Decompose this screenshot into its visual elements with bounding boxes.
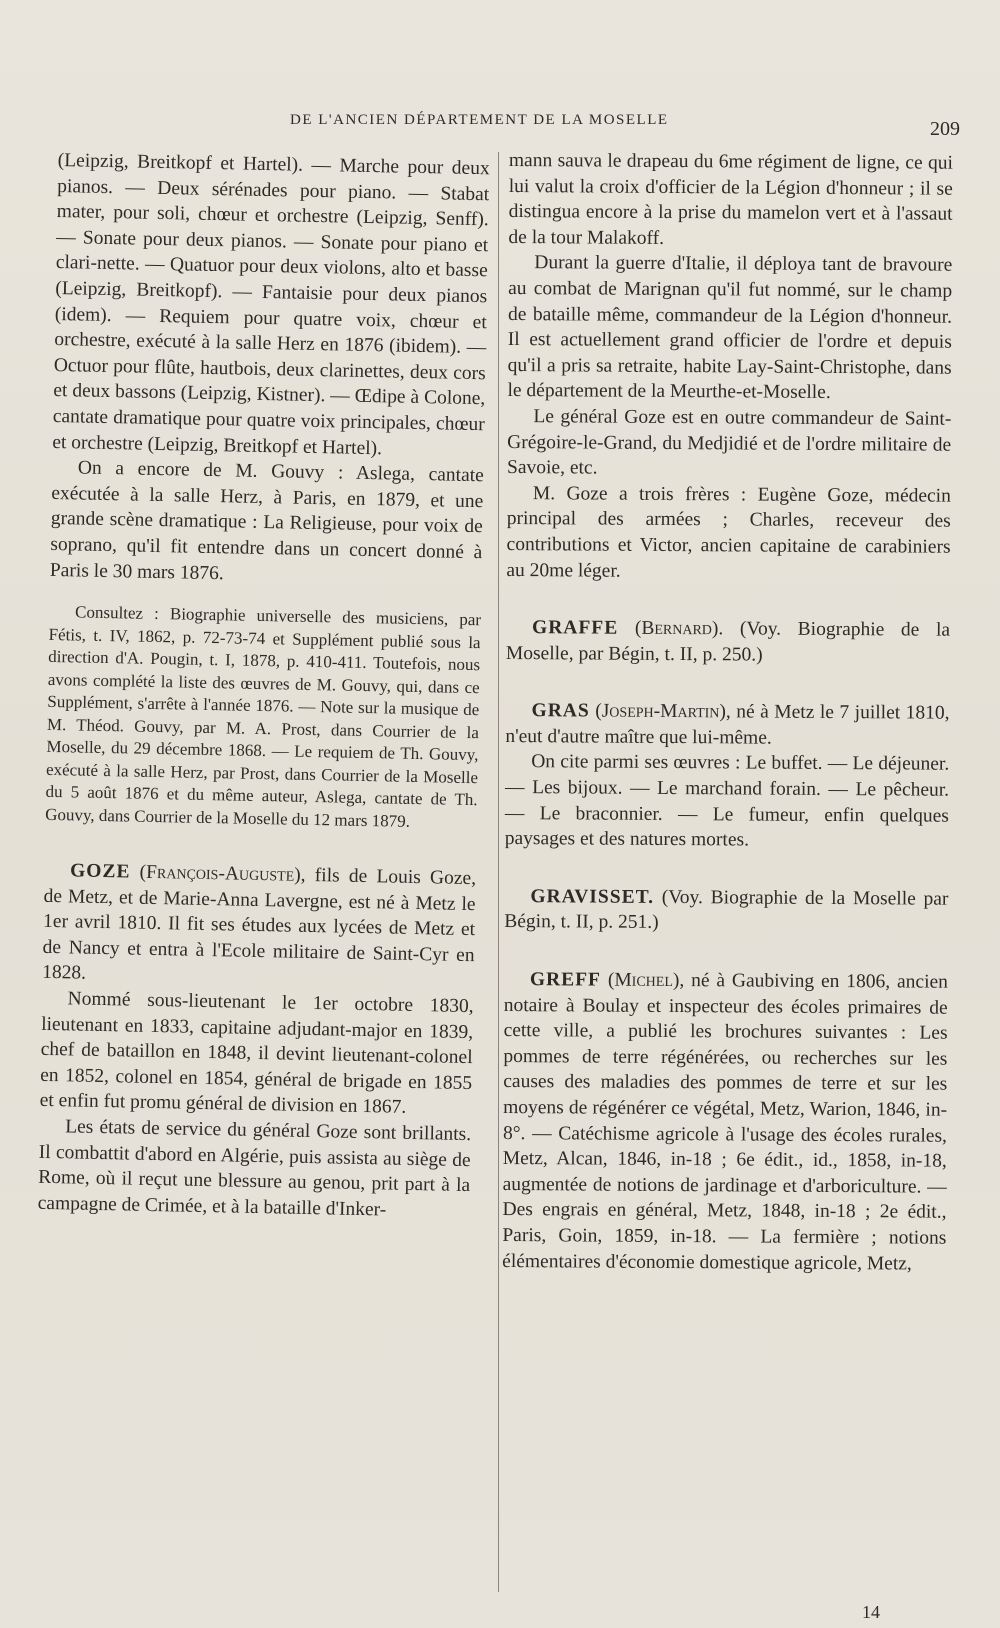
greff-entry: [502, 967, 948, 1277]
goze-honours-paragraph: Le général Goze est en outre commandeur de Saint-Grégoire-le-Grand, du Medjidié et de l'ordre militaire de Savoie, etc.: [506, 406, 952, 479]
gravisset-headword: GRAVISSET.: [530, 885, 655, 908]
goze-career-paragraph: Nommé sous-lieutenant le 1er octobre 1830, lieutenant en 1833, capitaine adjudant-major en 1839, chef de bataillon en 1848, il devint lieutenant-colonel en 1852, colonel en 1854, général de brigade en 1855 et enfin fut promu général de division en 1867.: [39, 988, 474, 1119]
gouvy-works-paragraph: (Leipzig, Breitkopf et Hartel). — Marche pour deux pianos. — Deux sérénades pour piano. — Stabat mater, pour soli, chœur et orchestre (Leipzig, Senff). — Sonate pour deux pianos. — Sonate pour piano et clari-nette. — Quatuor pour deux violons, alto et basse (Leipzig, Breitkopf). — Fantaisie pour deux pianos (idem). — Requiem pour quatre voix, chœur et orchestre, exécuté à la salle Herz en 1876 (ibidem). — Octuor pour flûte, hautbois, deux clarinettes, deux cors et deux bassons (Leipzig, Kistner). — Œdipe à Colone, cantate dramatique pour quatre voix principales, chœur et orchestre (Leipzig, Breitkopf et Hartel).: [52, 149, 490, 459]
folio-signature: 14: [862, 1602, 880, 1622]
gouvy-references-note: Consultez : Biographie universelle des musiciens, par Fétis, t. IV, 1862, p. 72-73-74 et Supplément publié sous la direction d'A. Pougin, t. I, 1878, p. 410-411. Toutefois, nous avons complété la liste des œuvres de M. Gouvy, qui, dans ce Supplément, s'arrête à l'année 1876. — Note sur la musique de M. Théod. Gouvy, par M. A. Prost, dans Courrier de la Moselle, du 29 décembre 1868. — Le requiem de Th. Gouvy, exécuté à la salle Herz, par Prost, dans Courrier de la Moselle du 5 août 1876 et du même auteur, Aslega, cantate de Th. Gouvy, dans Courrier de la Moselle du 12 mars 1879.: [45, 602, 482, 831]
gras-works-paragraph: On cite parmi ses œuvres : Le buffet. — Le déjeuner. — Les bijoux. — Le marchand forain. — Le pêcheur. — Le braconnier. — Le fumeur, enfin quelques paysages et des natures mortes.: [504, 751, 950, 851]
graffe-text: . (Voy. Biographie de la Moselle, par Bégin, t. II, p. 250.): [505, 618, 951, 666]
goze-entry: [42, 858, 476, 994]
page-number: 209: [930, 118, 960, 140]
graffe-headword: GRAFFE: [532, 617, 619, 639]
gras-intro: , né à Metz le 7 juillet 1810, n'eut d'autre maître que lui-même.: [505, 701, 950, 749]
gras-entry: [505, 698, 949, 752]
gravisset-text: (Voy. Biographie de la Moselle par Bégin, t. II, p. 251.): [504, 886, 949, 934]
gras-headword: GRAS: [531, 700, 590, 722]
gravisset-entry: [504, 884, 948, 938]
greff-forenames: (Michel): [607, 969, 680, 992]
goze-forenames: (François-Auguste): [139, 861, 301, 886]
goze-service-paragraph: Les états de service du général Goze sont brillants. Il combattit d'abord en Algérie, puis assista au siège de Rome, où il reçut une blessure au genou, prit part à la campagne de Crimée, et à la bataille d'Inker-: [37, 1116, 472, 1221]
goze-intro: , fils de Louis Goze, de Metz, et de Marie-Anna Lavergne, est né à Metz le 1er avril 1810. Il fit ses études aux lycées de Metz et de Nancy et entra à l'Ecole militaire de Saint-Cyr en 1828.: [41, 864, 477, 985]
gouvy-other-works-paragraph: On a encore de M. Gouvy : Aslega, cantate exécutée à la salle Herz, à Paris, en 1879, et une grande scène dramatique : La Religieuse, pour voix de soprano, qu'il fit entendre dans un concert donné à Paris le 30 mars 1876.: [49, 457, 484, 584]
graffe-forenames: (Bernard): [634, 617, 719, 640]
greff-text: , né à Gaubiving en 1806, ancien notaire à Boulay et inspecteur des écoles primaires de cette ville, a publié les brochures suivantes : Les pommes de terre régénérées, ou recherches sur les causes des maladies des pommes de terre et sur les moyens de régénérer ce végétal, Metz, Warion, 1846, in-8°. — Catéchisme agricole à l'usage des écoles rurales, Metz, Alcan, 1846, in-18 ; 6e édit., id., 1858, in-18, augmentée de notions de jardinage et d'arboriculture. — Des engrais en général, Metz, 1848, in-18 ; 2e édit., Paris, Goin, 1859, in-18. — La fermière ; notions élémentaires d'économie domestique agricole, Metz,: [502, 970, 948, 1275]
left-column: [37, 148, 489, 1225]
greff-headword: GREFF: [529, 969, 602, 991]
goze-crimea-paragraph: mann sauva le drapeau du 6me régiment de ligne, ce qui lui valut la croix d'officier de la Légion d'honneur ; il se distingua encore à la prise du mamelon vert et à l'assaut de la tour Malakoff.: [508, 149, 953, 249]
goze-brothers-paragraph: M. Goze a trois frères : Eugène Goze, médecin principal des armées ; Charles, receveur des contributions et Victor, ancien capitaine de carabiniers au 20me léger.: [506, 482, 951, 582]
goze-headword: GOZE: [69, 860, 131, 883]
goze-italy-paragraph: Durant la guerre d'Italie, il déploya tant de bravoure au combat de Marignan qu'il fut nommé, sur le champ de bataille même, commandeur de la Légion d'honneur. Il est actuellement grand officier de l'ordre et depuis qu'il a pris sa retraite, habite Lay-Saint-Christophe, dans le département de la Meurthe-et-Moselle.: [507, 252, 953, 404]
column-divider: [498, 152, 499, 1592]
gras-forenames: (Joseph-Martin): [595, 700, 726, 723]
right-column: [502, 148, 953, 1277]
graffe-entry: [506, 615, 950, 669]
running-head: DE L'ANCIEN DÉPARTEMENT DE LA MOSELLE: [290, 112, 669, 128]
